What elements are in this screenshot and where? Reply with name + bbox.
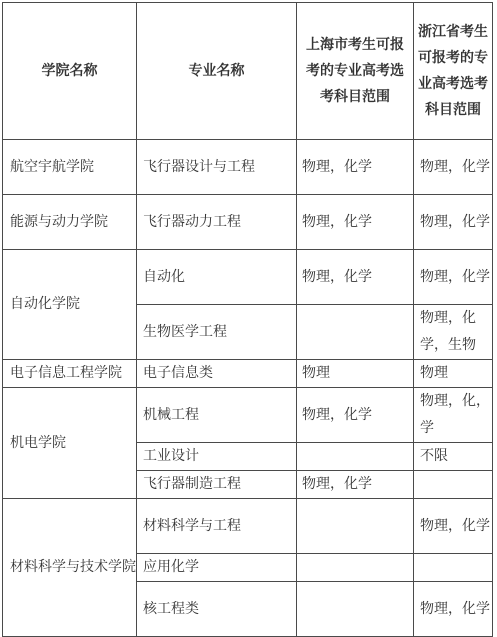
zhejiang-cell	[414, 471, 493, 499]
zhejiang-cell: 物理，化学	[414, 195, 493, 250]
major-cell: 飞行器设计与工程	[137, 140, 297, 195]
major-cell: 飞行器动力工程	[137, 195, 297, 250]
table-row	[3, 360, 493, 388]
shanghai-cell	[297, 443, 414, 471]
shanghai-cell: 物理，化学	[297, 140, 414, 195]
major-cell: 机械工程	[137, 388, 297, 443]
zhejiang-cell: 物理，化学	[414, 582, 493, 637]
college-cell: 能源与动力学院	[3, 195, 137, 250]
header-shanghai: 上海市考生可报考的专业高考选考科目范围	[297, 3, 414, 140]
shanghai-cell: 物理，化学	[297, 195, 414, 250]
shanghai-cell	[297, 554, 414, 582]
zhejiang-cell: 物理，化学，生物	[414, 305, 493, 360]
table-row	[3, 195, 493, 250]
shanghai-cell	[297, 582, 414, 637]
zhejiang-cell	[414, 554, 493, 582]
header-zhejiang: 浙江省考生可报考的专业高考选考科目范围	[414, 3, 493, 140]
table-header-row	[3, 3, 493, 140]
zhejiang-cell: 不限	[414, 443, 493, 471]
shanghai-cell: 物理，化学	[297, 250, 414, 305]
major-cell: 核工程类	[137, 582, 297, 637]
college-cell: 机电学院	[3, 388, 137, 499]
shanghai-cell: 物理，化学	[297, 388, 414, 443]
table-row	[3, 140, 493, 195]
major-cell: 工业设计	[137, 443, 297, 471]
shanghai-cell	[297, 499, 414, 554]
zhejiang-cell: 物理	[414, 360, 493, 388]
college-cell: 材料科学与技术学院	[3, 499, 137, 637]
shanghai-cell: 物理	[297, 360, 414, 388]
header-major: 专业名称	[137, 3, 297, 140]
shanghai-cell	[297, 305, 414, 360]
subject-requirements-table	[2, 2, 493, 637]
major-cell: 飞行器制造工程	[137, 471, 297, 499]
zhejiang-cell: 物理，化学	[414, 499, 493, 554]
table-row	[3, 250, 493, 305]
major-cell: 应用化学	[137, 554, 297, 582]
major-cell: 电子信息类	[137, 360, 297, 388]
college-cell: 航空宇航学院	[3, 140, 137, 195]
zhejiang-cell: 物理，化，学	[414, 388, 493, 443]
major-cell: 材料科学与工程	[137, 499, 297, 554]
shanghai-cell: 物理，化学	[297, 471, 414, 499]
table-row	[3, 388, 493, 443]
major-cell: 生物医学工程	[137, 305, 297, 360]
header-college: 学院名称	[3, 3, 137, 140]
zhejiang-cell: 物理，化学	[414, 140, 493, 195]
college-cell: 电子信息工程学院	[3, 360, 137, 388]
college-cell: 自动化学院	[3, 250, 137, 360]
table-row	[3, 499, 493, 554]
zhejiang-cell: 物理，化学	[414, 250, 493, 305]
major-cell: 自动化	[137, 250, 297, 305]
